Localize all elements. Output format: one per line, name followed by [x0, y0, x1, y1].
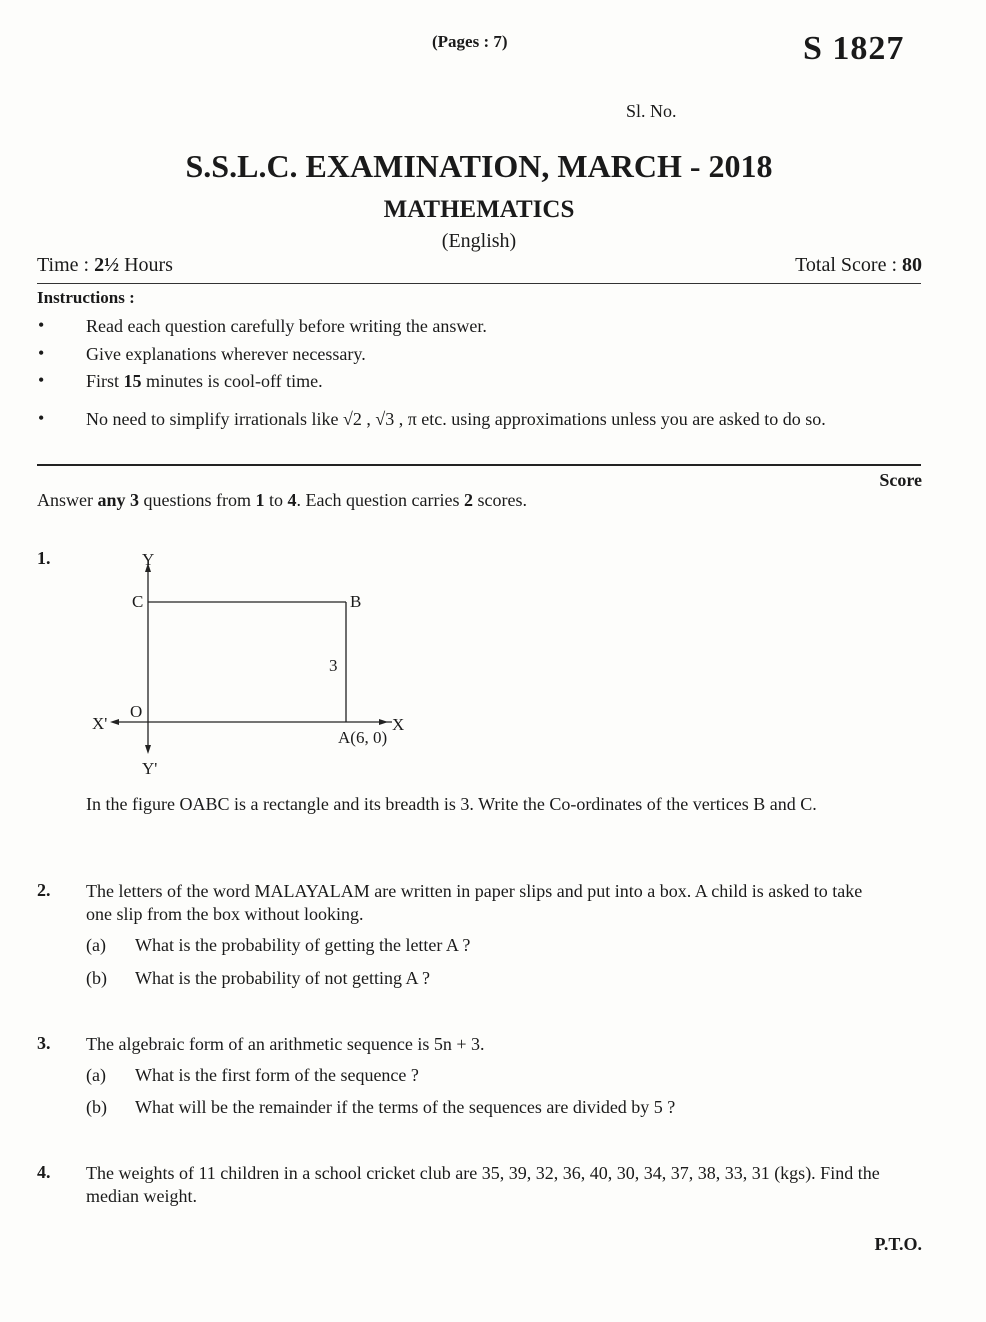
question-number: 3.: [37, 1033, 51, 1053]
instructions-divider: [37, 464, 921, 466]
bullet-icon: •: [38, 343, 45, 363]
vertex-a-label: A(6, 0): [338, 728, 388, 747]
part-label: (a): [86, 1065, 106, 1085]
question-text: The algebraic form of an arithmetic sequence is 5n + 3.: [86, 1034, 485, 1054]
question-number: 2.: [37, 880, 51, 900]
bullet-icon: •: [38, 315, 45, 335]
x-neg-axis-arrow: [110, 719, 119, 725]
bullet-icon: •: [38, 370, 45, 390]
question-number: 1.: [37, 548, 51, 568]
question-text: In the figure OABC is a rectangle and its breadth is 3. Write the Co-ordinates of the vertices B and C.: [86, 794, 817, 814]
part-text: What is the probability of not getting A ?: [135, 968, 430, 988]
part-label: (b): [86, 1097, 107, 1117]
y-neg-axis-label: Y': [142, 759, 158, 778]
bullet-icon: •: [38, 408, 45, 428]
subject-title: MATHEMATICS: [383, 196, 575, 223]
question-number: 4.: [37, 1162, 51, 1182]
paper-code: S 1827: [803, 30, 905, 67]
part-text: What will be the remainder if the terms of the sequences are divided by 5 ?: [135, 1097, 676, 1117]
part-text: What is the first form of the sequence ?: [135, 1065, 419, 1085]
header-divider: [37, 283, 921, 284]
question-text: The letters of the word MALAYALAM are written in paper slips and put into a box. A child is asked to take one slip from the box without looking.: [86, 881, 863, 924]
instruction-item: Give explanations wherever necessary.: [86, 344, 366, 364]
vertex-c-label: C: [132, 592, 144, 611]
section-instruction: Answer any 3 questions from 1 to 4. Each question carries 2 scores.: [37, 490, 527, 510]
score-column-heading: Score: [879, 470, 922, 490]
instruction-item: First 15 minutes is cool-off time.: [86, 371, 323, 391]
instruction-item: No need to simplify irrationals like √2 , √3 , π etc. using approximations unless you are asked to do so.: [86, 409, 826, 429]
instructions-heading: Instructions :: [37, 288, 135, 307]
y-neg-axis-arrow: [145, 745, 151, 754]
x-neg-axis-label: X': [92, 714, 108, 733]
y-axis-label: Y: [142, 550, 155, 569]
x-axis-arrow: [379, 719, 388, 725]
part-label: (b): [86, 968, 107, 988]
part-label: (a): [86, 935, 106, 955]
origin-label: O: [130, 702, 143, 721]
vertex-b-label: B: [350, 592, 362, 611]
coordinate-figure: [80, 545, 420, 785]
exam-title: S.S.L.C. EXAMINATION, MARCH - 2018: [185, 148, 773, 184]
serial-number-label: Sl. No.: [626, 101, 677, 121]
breadth-label: 3: [329, 656, 338, 675]
instruction-item: Read each question carefully before writing the answer.: [86, 316, 487, 336]
language-label: (English): [441, 230, 517, 252]
question-text: The weights of 11 children in a school cricket club are 35, 39, 32, 36, 40, 30, 34, 37, 38, 33, 31 (kgs). Find the median weight.: [86, 1163, 880, 1206]
please-turn-over: P.T.O.: [874, 1234, 922, 1254]
total-score: Total Score : 80: [795, 254, 922, 276]
time-allowed: Time : 2½ Hours: [37, 254, 173, 276]
x-axis-label: X: [392, 715, 405, 734]
part-text: What is the probability of getting the letter A ?: [135, 935, 471, 955]
pages-count: (Pages : 7): [432, 32, 508, 51]
